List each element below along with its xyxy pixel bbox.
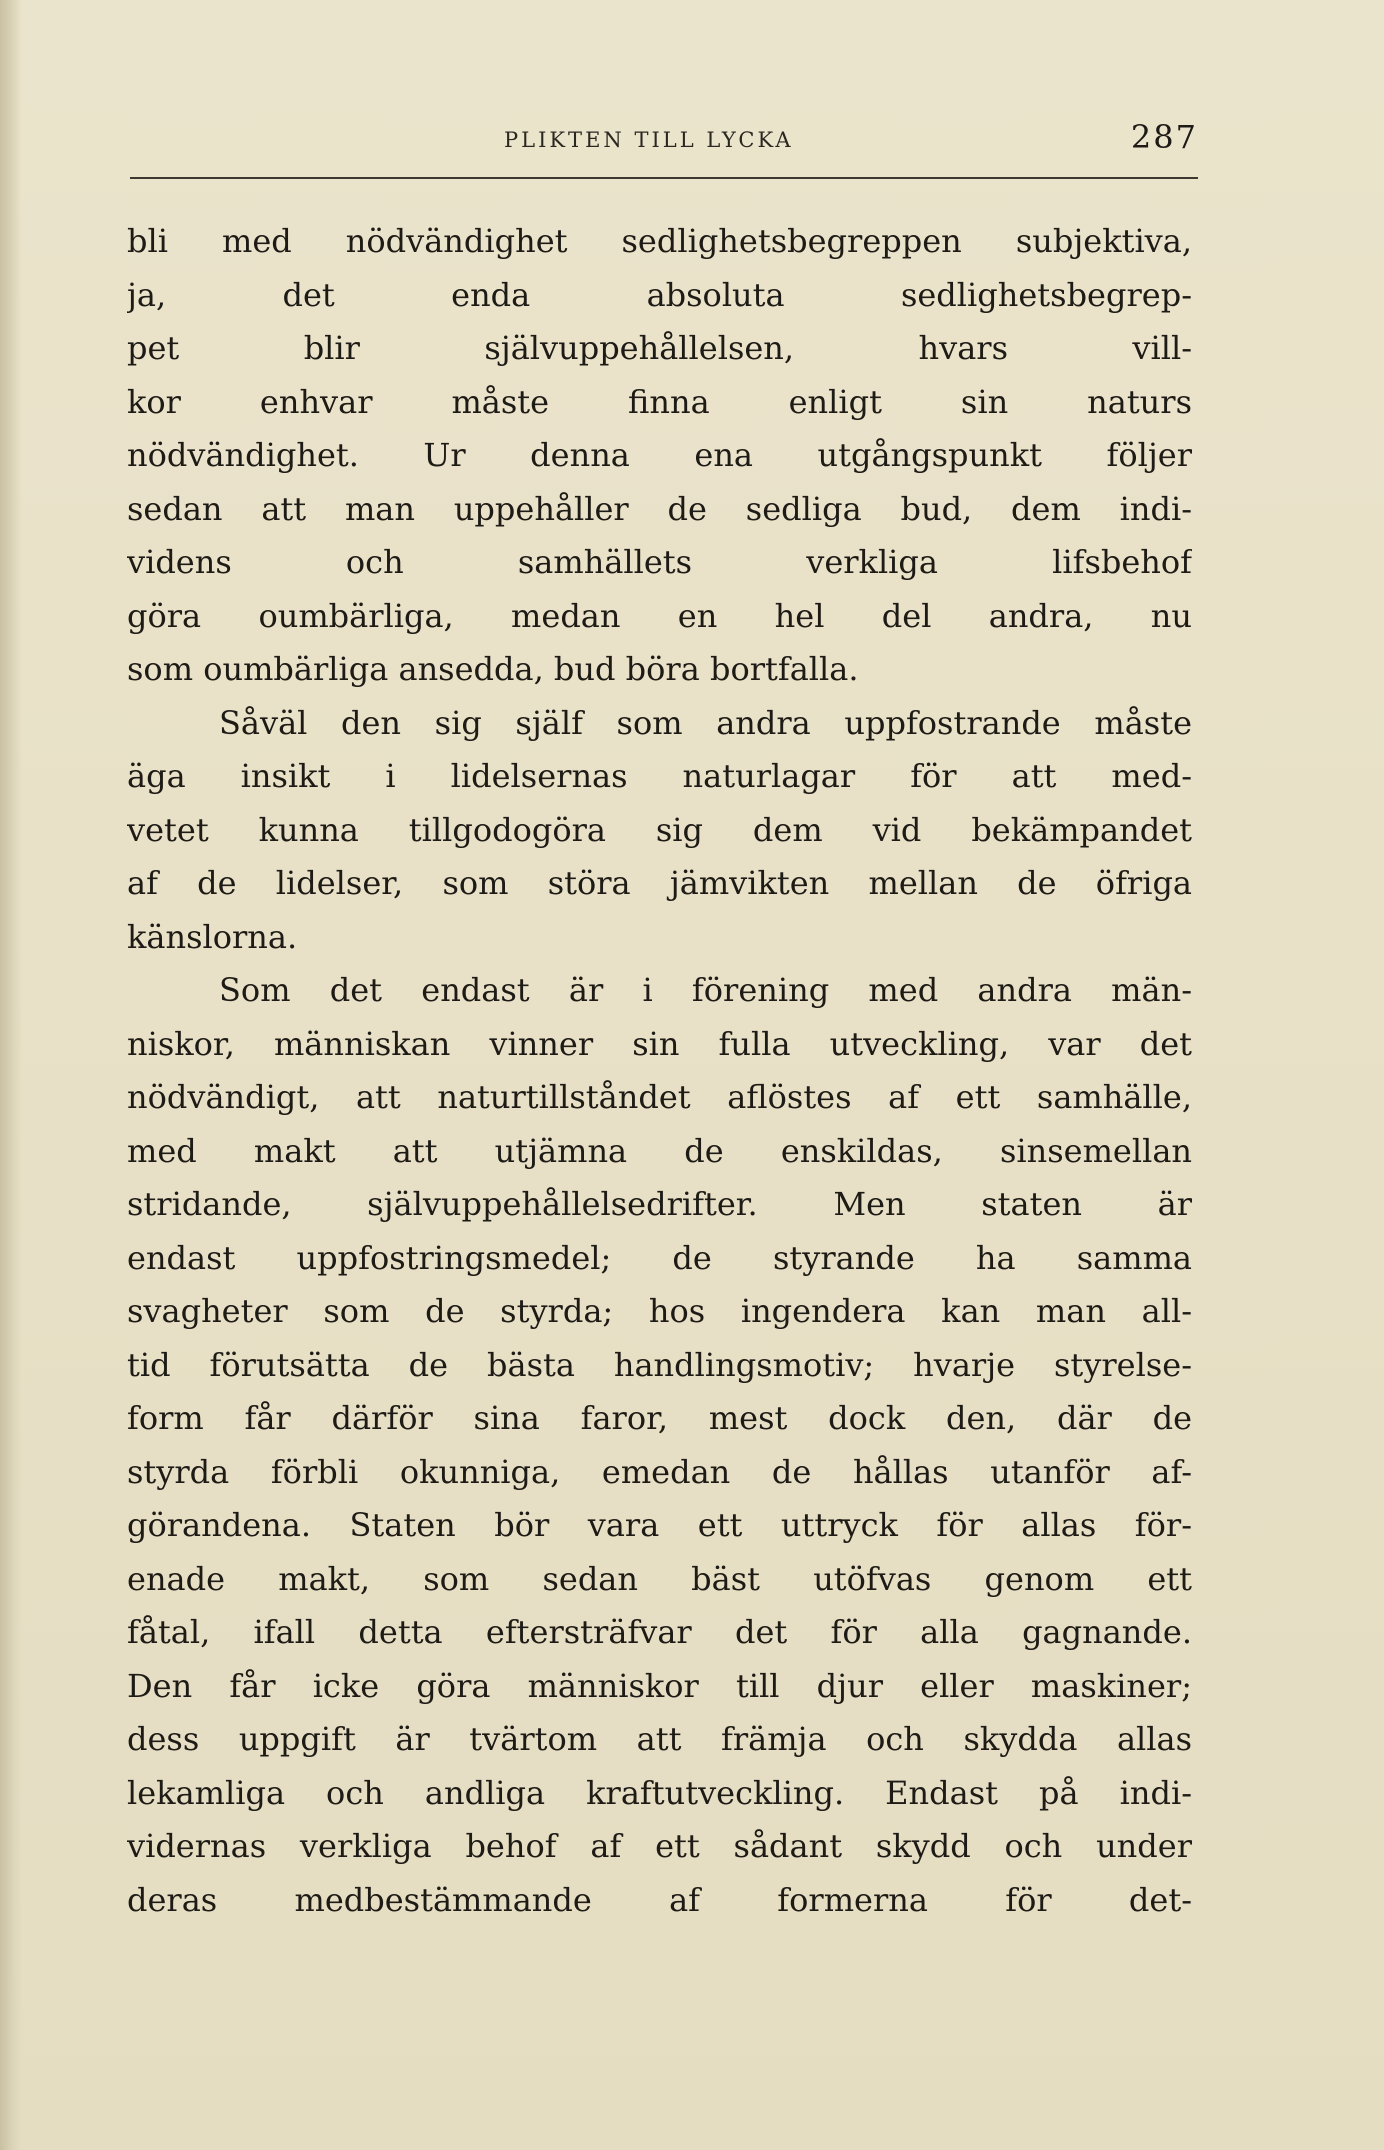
text-line: svagheter som de styrda; hos ingendera kan man all- — [127, 1292, 1192, 1330]
text-line: af de lidelser, som störa jämvikten mellan de öfriga — [127, 864, 1192, 902]
text-line: ja, det enda absoluta sedlighetsbegrep- — [127, 275, 1192, 314]
text-line: lekamliga och andliga kraftutveckling. Endast på indi- — [127, 1773, 1192, 1812]
text-line: fåtal, ifall detta eftersträfvar det för alla gagnande. — [127, 1613, 1192, 1651]
text-line: deras medbestämmande af formerna för det- — [127, 1880, 1192, 1919]
text-line: stridande, självuppehållelsedrifter. Men staten är — [127, 1185, 1192, 1223]
text-line: vetet kunna tillgodogöra sig dem vid bekämpandet — [127, 810, 1192, 849]
page-number: 287 — [1130, 118, 1198, 156]
text-line: Den får icke göra människor till djur eller maskiner; — [127, 1666, 1192, 1705]
text-line: görandena. Staten bör vara ett uttryck för allas för- — [127, 1506, 1192, 1544]
text-line: kor enhvar måste finna enligt sin naturs — [127, 382, 1192, 421]
text-line: känslorna. — [127, 917, 298, 956]
header-rule — [130, 177, 1198, 179]
text-line: pet blir självuppehållelsen, hvars vill- — [127, 329, 1192, 367]
text-line: vidernas verkliga behof af ett sådant skydd och under — [127, 1827, 1192, 1865]
body-text — [127, 215, 1192, 1927]
text-line: styrda förbli okunniga, emedan de hållas utanför af- — [127, 1452, 1192, 1491]
paragraph-start-line: Som det endast är i förening med andra män- — [219, 971, 1192, 1009]
text-line: sedan att man uppehåller de sedliga bud, dem indi- — [127, 489, 1192, 528]
page-header — [130, 118, 1198, 168]
text-line: äga insikt i lidelsernas naturlagar för att med- — [127, 757, 1192, 795]
text-line: som oumbärliga ansedda, bud böra bortfalla. — [127, 650, 859, 688]
paragraph-start-line: Såväl den sig själf som andra uppfostrande måste — [219, 703, 1192, 742]
text-line: endast uppfostringsmedel; de styrande ha samma — [127, 1238, 1192, 1277]
text-line: niskor, människan vinner sin fulla utveckling, var det — [127, 1024, 1192, 1063]
text-line: göra oumbärliga, medan en hel del andra, nu — [127, 596, 1192, 635]
running-title: PLIKTEN TILL LYCKA — [504, 128, 794, 152]
text-line: videns och samhällets verkliga lifsbehof — [127, 543, 1192, 581]
text-line: dess uppgift är tvärtom att främja och skydda allas — [127, 1720, 1192, 1758]
page-binding-edge — [0, 0, 22, 2150]
text-line: med makt att utjämna de enskildas, sinsemellan — [127, 1131, 1192, 1170]
text-line: nödvändigt, att naturtillståndet aflöstes af ett samhälle, — [127, 1078, 1192, 1116]
text-line: form får därför sina faror, mest dock den, där de — [127, 1399, 1192, 1437]
text-line: enade makt, som sedan bäst utöfvas genom ett — [127, 1559, 1192, 1598]
text-line: nödvändighet. Ur denna ena utgångspunkt följer — [127, 436, 1192, 474]
text-line: bli med nödvändighet sedlighetsbegreppen subjektiva, — [127, 222, 1192, 260]
text-line: tid förutsätta de bästa handlingsmotiv; hvarje styrelse- — [127, 1345, 1192, 1384]
